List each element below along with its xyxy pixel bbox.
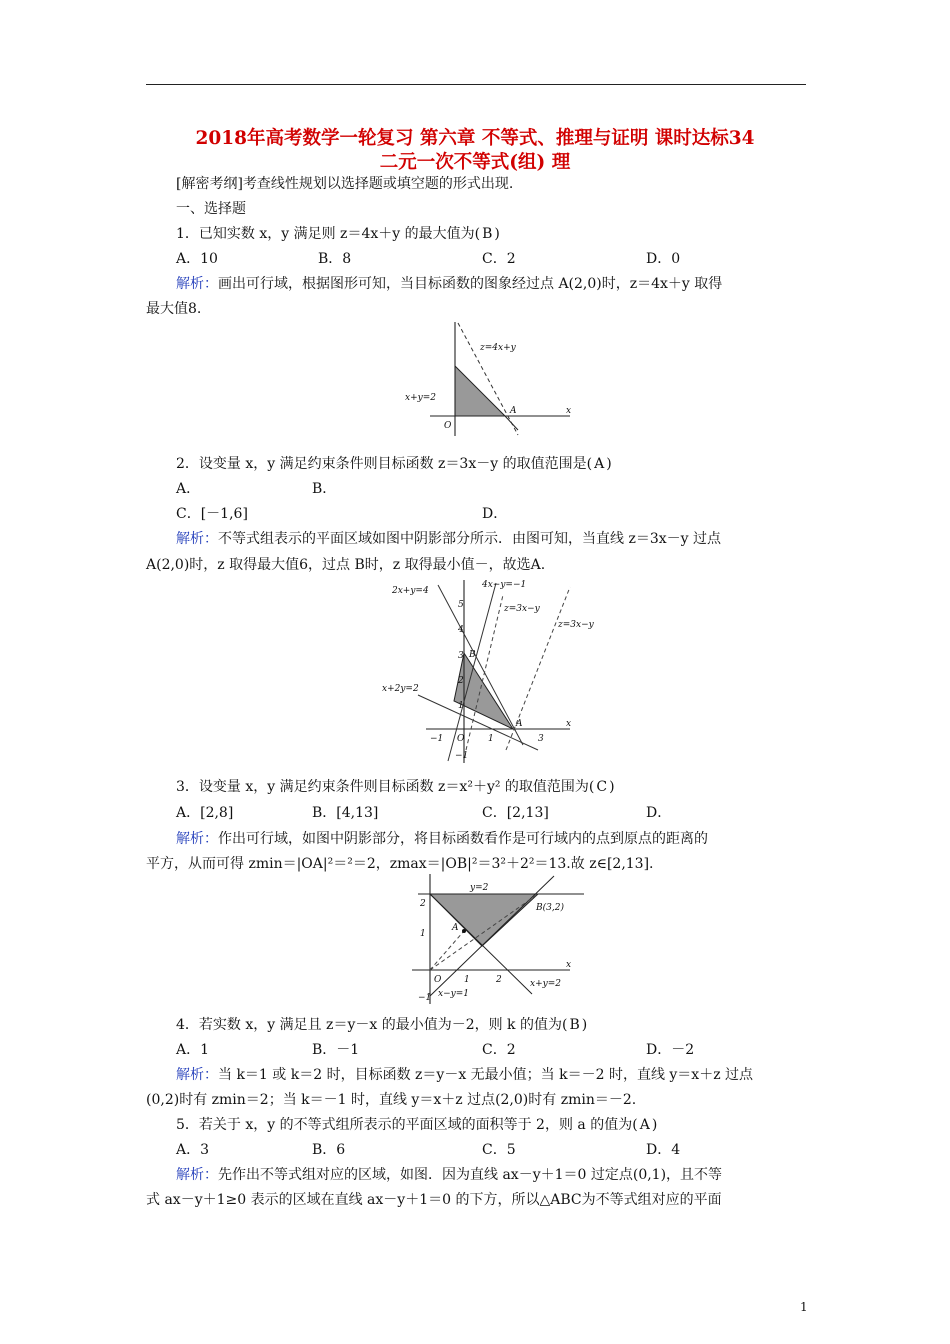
page-title-line2: 二元一次不等式(组) 理: [379, 152, 571, 173]
q3-jiexi-line2: 平方，从而可得 zmin＝|OA|²＝²＝2，zmax＝|OB|²＝3²＋2²＝13.故 z∈[2,13].: [146, 856, 654, 872]
q3-option-d: D．: [646, 805, 672, 821]
fig1-label-origin: O: [444, 421, 452, 431]
svg-text:3: 3: [458, 651, 464, 661]
q4-jiexi-line2: (0,2)时有 zmin＝2；当 k＝－1 时，直线 y＝x＋z 过点(2,0)时有 zmin＝－2.: [146, 1092, 637, 1108]
question-4-stem: 4．若实数 x，y 满足且 z＝y－x 的最小值为－2，则 k 的值为( B ): [176, 1017, 588, 1033]
svg-text:2: 2: [458, 676, 464, 686]
q5-jiexi-line2: 式 ax－y＋1≥0 表示的区域在直线 ax－y＋1＝0 的下方，所以△ABC为不等式组对应的平面: [146, 1192, 722, 1208]
svg-text:1: 1: [464, 975, 470, 985]
q1-option-a: A．10: [176, 251, 218, 267]
svg-text:1: 1: [420, 929, 426, 939]
svg-text:2: 2: [496, 975, 502, 985]
svg-text:B: B: [469, 650, 476, 660]
svg-text:x: x: [566, 960, 572, 970]
svg-text:−1: −1: [418, 993, 432, 1003]
page-title-line1: 2018年高考数学一轮复习 第六章 不等式、推理与证明 课时达标34: [195, 128, 755, 149]
q1-jiexi-line1: 解析：画出可行域，根据图形可知，当目标函数的图象经过点 A(2,0)时，z＝4x＋y 取得: [176, 276, 723, 292]
question-1-stem: 1．已知实数 x，y 满足则 z＝4x＋y 的最大值为( B ): [176, 226, 500, 242]
q5-option-b: B．6: [312, 1142, 346, 1158]
fig2-feasible-region: [454, 653, 513, 729]
question-3-stem: 3．设变量 x，y 满足约束条件则目标函数 z＝x²＋y² 的取值范围为( C ): [176, 779, 615, 795]
svg-text:4x−y=−1: 4x−y=−1: [482, 580, 527, 590]
svg-text:2x+y=4: 2x+y=4: [392, 586, 429, 596]
svg-text:2: 2: [420, 899, 426, 909]
q2-option-d: D．: [482, 506, 508, 522]
q1-option-b: B．8: [318, 251, 352, 267]
fig1-label-x-axis: x: [566, 406, 572, 416]
q5-option-a: A．3: [176, 1142, 210, 1158]
question-5-stem: 5．若关于 x，y 的不等式组所表示的平面区域的面积等于 2，则 a 的值为( A ): [176, 1117, 658, 1133]
question-2-stem: 2．设变量 x，y 满足约束条件则目标函数 z＝3x－y 的取值范围是( A ): [176, 456, 612, 472]
svg-text:x−y=1: x−y=1: [438, 989, 469, 999]
svg-text:O: O: [434, 975, 442, 985]
svg-text:x+2y=2: x+2y=2: [382, 684, 419, 694]
figure-1: [400, 320, 580, 438]
intro-text: [解密考纲]考查线性规划以选择题或填空题的形式出现.: [176, 176, 514, 192]
q5-jiexi-line1: 解析：先作出不等式组对应的区域，如图．因为直线 ax－y＋1＝0 过定点(0,1)，且不等: [176, 1167, 723, 1183]
svg-text:x: x: [566, 719, 572, 729]
svg-text:A: A: [516, 719, 523, 729]
header-rule: [146, 84, 806, 85]
q2-option-c: C．[－1,6]: [176, 506, 248, 522]
q2-jiexi-line1: 解析：不等式组表示的平面区域如图中阴影部分所示．由图可知，当直线 z＝3x－y 过点: [176, 531, 721, 547]
figure-3: [398, 870, 588, 1006]
q4-option-c: C．2: [482, 1042, 516, 1058]
fig1-label-constraint: x+y=2: [405, 393, 436, 403]
svg-text:1: 1: [458, 701, 464, 711]
q1-option-c: C．2: [482, 251, 516, 267]
q2-jiexi-line2: A(2,0)时，z 取得最大值6，过点 B时，z 取得最小值－，故选A.: [146, 557, 546, 573]
svg-text:z=3x−y: z=3x−y: [558, 620, 594, 630]
fig1-feasible-region: [455, 366, 505, 416]
fig1-label-point-a: A: [510, 406, 517, 416]
svg-text:x+y=2: x+y=2: [530, 979, 561, 989]
q4-option-a: A．1: [176, 1042, 210, 1058]
fig3-point-a: [462, 929, 466, 933]
q4-option-d: D．－2: [646, 1042, 695, 1058]
fig1-label-objective: z=4x+y: [480, 343, 516, 353]
svg-text:4: 4: [458, 625, 464, 635]
q5-option-d: D．4: [646, 1142, 681, 1158]
q3-option-a: A．[2,8]: [176, 805, 234, 821]
svg-text:5: 5: [458, 600, 464, 610]
q1-option-d: D．0: [646, 251, 681, 267]
fig3-feasible-region: [430, 894, 538, 946]
svg-text:B(3,2): B(3,2): [536, 903, 564, 913]
section-heading: 一、选择题: [176, 201, 246, 217]
svg-text:z=3x−y: z=3x−y: [504, 604, 540, 614]
q3-option-b: B．[4,13]: [312, 805, 379, 821]
svg-text:A: A: [452, 923, 459, 933]
page-number: 1: [800, 1300, 808, 1314]
q5-option-c: C．5: [482, 1142, 516, 1158]
q1-jiexi-line2: 最大值8.: [146, 301, 202, 317]
svg-text:3: 3: [538, 734, 544, 744]
svg-text:−1: −1: [430, 734, 444, 744]
q4-option-b: B．－1: [312, 1042, 360, 1058]
fig3-segment-oa: [430, 931, 464, 970]
svg-text:O: O: [457, 734, 465, 744]
svg-text:−1: −1: [455, 751, 469, 761]
q4-jiexi-line1: 解析：当 k＝1 或 k＝2 时，目标函数 z＝y－x 无最小值；当 k＝－2 时，直线 y＝x＋z 过点: [176, 1067, 754, 1083]
q3-jiexi-line1: 解析：作出可行域，如图中阴影部分，将目标函数看作是可行域内的点到原点的距离的: [176, 831, 708, 847]
q3-option-c: C．[2,13]: [482, 805, 549, 821]
q2-option-a: A．: [176, 481, 201, 497]
svg-text:1: 1: [488, 734, 494, 744]
figure-2: [378, 575, 618, 765]
svg-text:y=2: y=2: [470, 883, 489, 893]
q2-option-b: B．: [312, 481, 337, 497]
